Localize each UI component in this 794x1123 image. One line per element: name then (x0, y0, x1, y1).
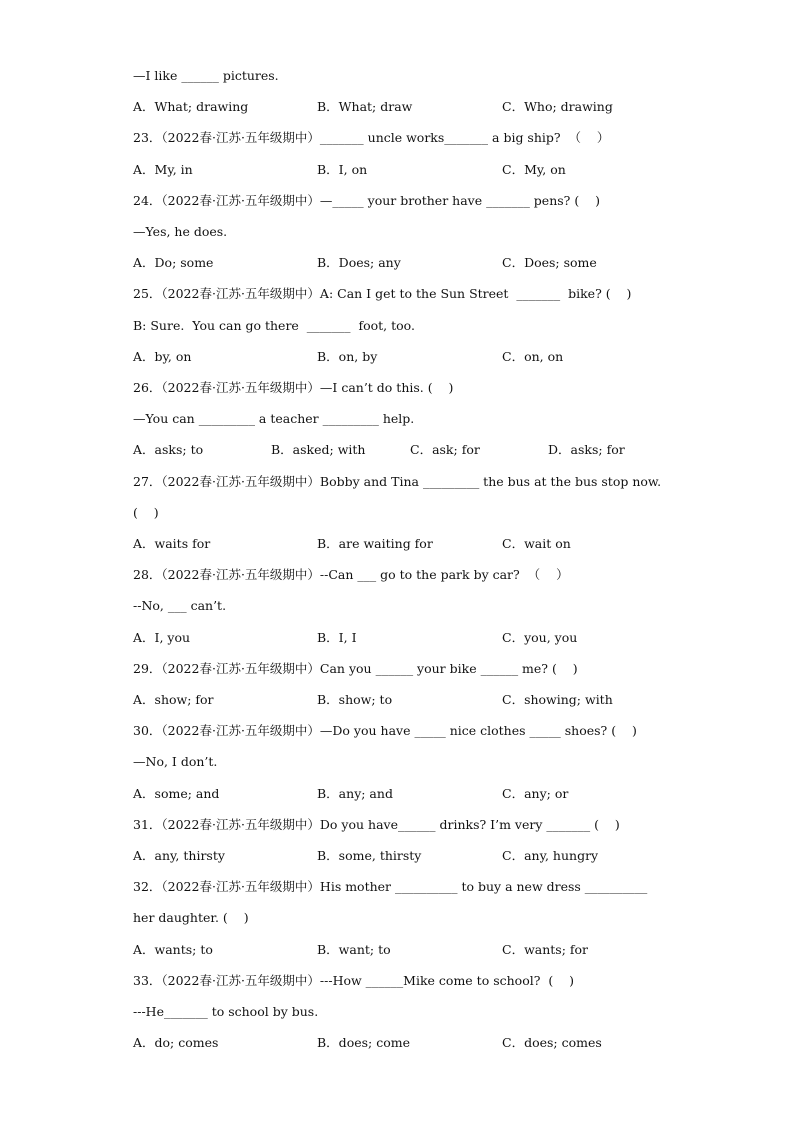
answer-option: B．show; to (317, 692, 393, 707)
question-line: 25．（2022春·江苏·五年级期中）A: Can I get to the Sun Street _______ bike? ( ) (133, 286, 632, 301)
answer-option: A．Do; some (133, 255, 214, 270)
question-line: her daughter. ( ) (133, 910, 249, 925)
answer-option: A．show; for (133, 692, 214, 707)
answer-option: B．asked; with (271, 442, 366, 457)
question-line: —No, I don’t. (133, 754, 218, 769)
answer-option: B．are waiting for (317, 536, 433, 551)
answer-option: A．My, in (133, 162, 193, 177)
question-line: 31．（2022春·江苏·五年级期中）Do you have______ drinks? I’m very _______ ( ) (133, 817, 620, 832)
answer-option: A．do; comes (133, 1035, 219, 1050)
answer-option: C．wants; for (502, 942, 589, 957)
answer-option: C．showing; with (502, 692, 613, 707)
question-line: 26．（2022春·江苏·五年级期中）—I can’t do this. ( ) (133, 380, 454, 395)
answer-option: B．What; draw (317, 99, 413, 114)
answer-option: C．wait on (502, 536, 571, 551)
answer-option: A．waits for (133, 536, 211, 551)
answer-option: D．asks; for (548, 442, 625, 457)
question-line: B: Sure. You can go there _______ foot, too. (133, 318, 415, 333)
answer-option: C．any, hungry (502, 848, 599, 863)
question-line: 29．（2022春·江苏·五年级期中）Can you ______ your bike ______ me? ( ) (133, 661, 578, 676)
answer-option: A．by, on (133, 349, 192, 364)
question-line: --No, ___ can’t. (133, 598, 227, 613)
question-line: 33．（2022春·江苏·五年级期中）---How ______Mike come to school? ( ) (133, 973, 575, 988)
question-line: ( ) (133, 505, 159, 520)
answer-option: C．does; comes (502, 1035, 602, 1050)
question-line: 23．（2022春·江苏·五年级期中）_______ uncle works_______ a big ship? （ ） (133, 130, 610, 145)
answer-option: B．I, on (317, 162, 368, 177)
answer-option: B．any; and (317, 786, 393, 801)
answer-option: A．any, thirsty (133, 848, 225, 863)
question-line: 28．（2022春·江苏·五年级期中）--Can ___ go to the park by car? （ ） (133, 567, 569, 582)
question-line: 30．（2022春·江苏·五年级期中）—Do you have _____ nice clothes _____ shoes? ( ) (133, 723, 637, 738)
answer-option: B．I, I (317, 630, 357, 645)
question-line: —Yes, he does. (133, 224, 228, 239)
answer-option: A．wants; to (133, 942, 213, 957)
question-line: —I like ______ pictures. (133, 68, 279, 83)
question-line: —You can _________ a teacher _________ help. (133, 411, 415, 426)
answer-option: C．Does; some (502, 255, 597, 270)
answer-option: C．you, you (502, 630, 578, 645)
answer-option: B．does; come (317, 1035, 410, 1050)
question-line: ---He_______ to school by bus. (133, 1004, 319, 1019)
answer-option: B．Does; any (317, 255, 401, 270)
answer-option: C．My, on (502, 162, 566, 177)
answer-option: A．I, you (133, 630, 191, 645)
answer-option: A．some; and (133, 786, 220, 801)
question-line: 27．（2022春·江苏·五年级期中）Bobby and Tina _________ the bus at the bus stop now. (133, 474, 662, 489)
answer-option: C．ask; for (410, 442, 480, 457)
answer-option: B．on, by (317, 349, 378, 364)
answer-option: C．on, on (502, 349, 564, 364)
answer-option: A．What; drawing (133, 99, 249, 114)
answer-option: B．some, thirsty (317, 848, 422, 863)
answer-option: C．any; or (502, 786, 569, 801)
answer-option: A．asks; to (133, 442, 204, 457)
question-line: 24．（2022春·江苏·五年级期中）—_____ your brother have _______ pens? ( ) (133, 193, 600, 208)
answer-option: C．Who; drawing (502, 99, 613, 114)
question-line: 32．（2022春·江苏·五年级期中）His mother __________ to buy a new dress __________ (133, 879, 648, 894)
answer-option: B．want; to (317, 942, 391, 957)
